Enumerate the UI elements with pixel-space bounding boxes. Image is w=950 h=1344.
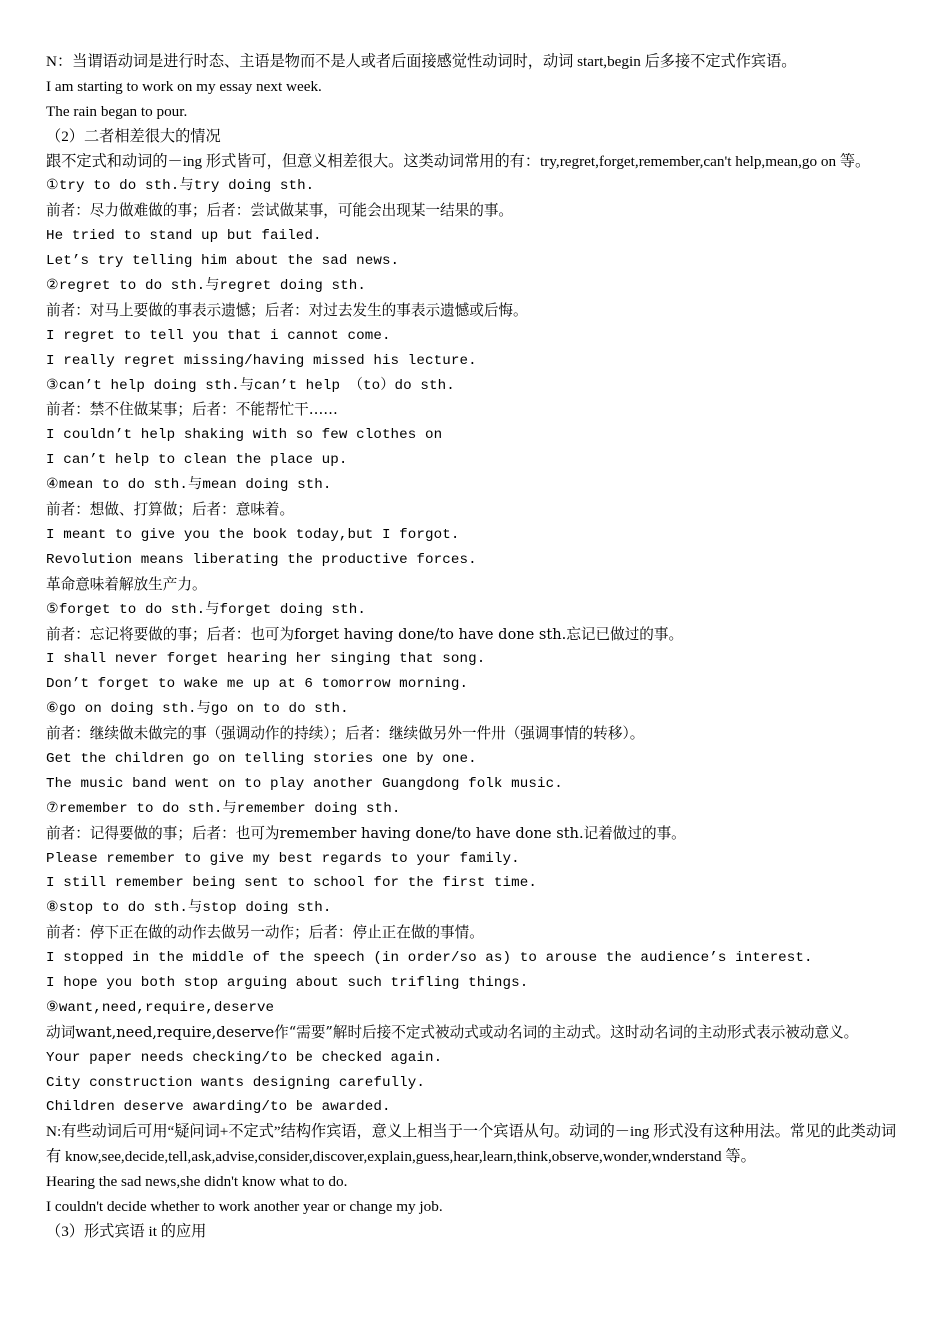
text-line: The music band went on to play another Guangdong folk music. <box>46 775 563 792</box>
text-line: I can’t help to clean the place up. <box>46 452 348 469</box>
text-line: ③can’t help doing sth.与can’t help （to）do sth. <box>46 377 455 394</box>
text-line: I couldn’t help shaking with so few clothes on <box>46 427 443 444</box>
text-line: 革命意味着解放生产力。 <box>46 575 207 593</box>
text-line: ⑥go on doing sth.与go on to do sth. <box>46 701 349 718</box>
text-line: Don’t forget to wake me up at 6 tomorrow morning. <box>46 676 469 693</box>
text-line: ⑨want,need,require,deserve <box>46 999 275 1016</box>
text-line: N：当谓语动词是进行时态、主语是物而不是人或者后面接感觉性动词时，动词 start,begin 后多接不定式作宾语。 <box>46 53 797 70</box>
text-line: N:有些动词后可用“疑问词+不定式”结构作宾语，意义上相当于一个宾语从句。动词的－ing 形式没有这种用法。常见的此类动词有 know,see,decide,tell,ask,advise,consider,discover,explain,guess,hear,learn,think,observe,wonder,wnderstand 等。 <box>46 1123 897 1166</box>
text-line: Let’s try telling him about the sad news. <box>46 253 400 270</box>
document-body <box>46 50 910 1245</box>
text-line: 前者：忘记将要做的事；后者：也可为forget having done/to have done sth.忘记已做过的事。 <box>46 625 684 643</box>
text-line: ⑦remember to do sth.与remember doing sth. <box>46 800 401 817</box>
text-line: I really regret missing/having missed his lecture. <box>46 352 477 369</box>
text-line: 前者：想做、打算做；后者：意味着。 <box>46 501 295 519</box>
text-line: 前者：尽力做难做的事；后者：尝试做某事，可能会出现某一结果的事。 <box>46 202 514 220</box>
text-line: Children deserve awarding/to be awarded. <box>46 1099 391 1116</box>
text-line: I shall never forget hearing her singing that song. <box>46 651 486 668</box>
text-line: 前者：对马上要做的事表示遗憾；后者：对过去发生的事表示遗憾或后悔。 <box>46 301 528 319</box>
text-line: 动词want,need,require,deserve作“需要”解时后接不定式被动式或动名词的主动式。这时动名词的主动形式表示被动意义。 <box>46 1023 859 1041</box>
text-line: 前者：继续做未做完的事（强调动作的持续）；后者：继续做另外一件卅（强调事情的转移）。 <box>46 725 645 743</box>
text-line: Get the children go on telling stories one by one. <box>46 750 477 767</box>
text-line: He tried to stand up but failed. <box>46 228 322 245</box>
text-line: ①try to do sth.与try doing sth. <box>46 178 315 195</box>
text-line: I meant to give you the book today,but I forgot. <box>46 526 460 543</box>
text-line: 跟不定式和动词的－ing 形式皆可，但意义相差很大。这类动词常用的有：try,regret,forget,remember,can't help,mean,go on 等。 <box>46 152 871 170</box>
text-line: I hope you both stop arguing about such trifling things. <box>46 974 529 991</box>
text-line: I couldn't decide whether to work another year or change my job. <box>46 1198 443 1216</box>
text-line: Revolution means liberating the productive forces. <box>46 551 477 568</box>
text-line: （3）形式宾语 it 的应用 <box>46 1222 207 1240</box>
text-line: I still remember being sent to school for the first time. <box>46 875 537 892</box>
text-line: The rain began to pour. <box>46 102 188 120</box>
text-line: I am starting to work on my essay next week. <box>46 77 322 95</box>
text-line: Your paper needs checking/to be checked again. <box>46 1049 443 1066</box>
text-line: Please remember to give my best regards to your family. <box>46 850 520 867</box>
text-line: ②regret to do sth.与regret doing sth. <box>46 278 366 295</box>
text-line: ⑤forget to do sth.与forget doing sth. <box>46 601 366 618</box>
text-line: I regret to tell you that i cannot come. <box>46 327 391 344</box>
text-line: 前者：记得要做的事；后者：也可为remember having done/to have done sth.记着做过的事。 <box>46 824 686 842</box>
text-line: 前者：禁不住做某事；后者：不能帮忙干…… <box>46 401 338 419</box>
text-line: City construction wants designing carefully. <box>46 1074 426 1091</box>
text-line: （2）二者相差很大的情况 <box>46 127 221 145</box>
text-line: 前者：停下正在做的动作去做另一动作；后者：停止正在做的事情。 <box>46 924 484 942</box>
text-line: I stopped in the middle of the speech (in order/so as) to arouse the audience’s interest. <box>46 950 813 967</box>
text-line: ④mean to do sth.与mean doing sth. <box>46 477 332 494</box>
text-line: ⑧stop to do sth.与stop doing sth. <box>46 900 332 917</box>
text-line: Hearing the sad news,she didn't know what to do. <box>46 1173 348 1191</box>
